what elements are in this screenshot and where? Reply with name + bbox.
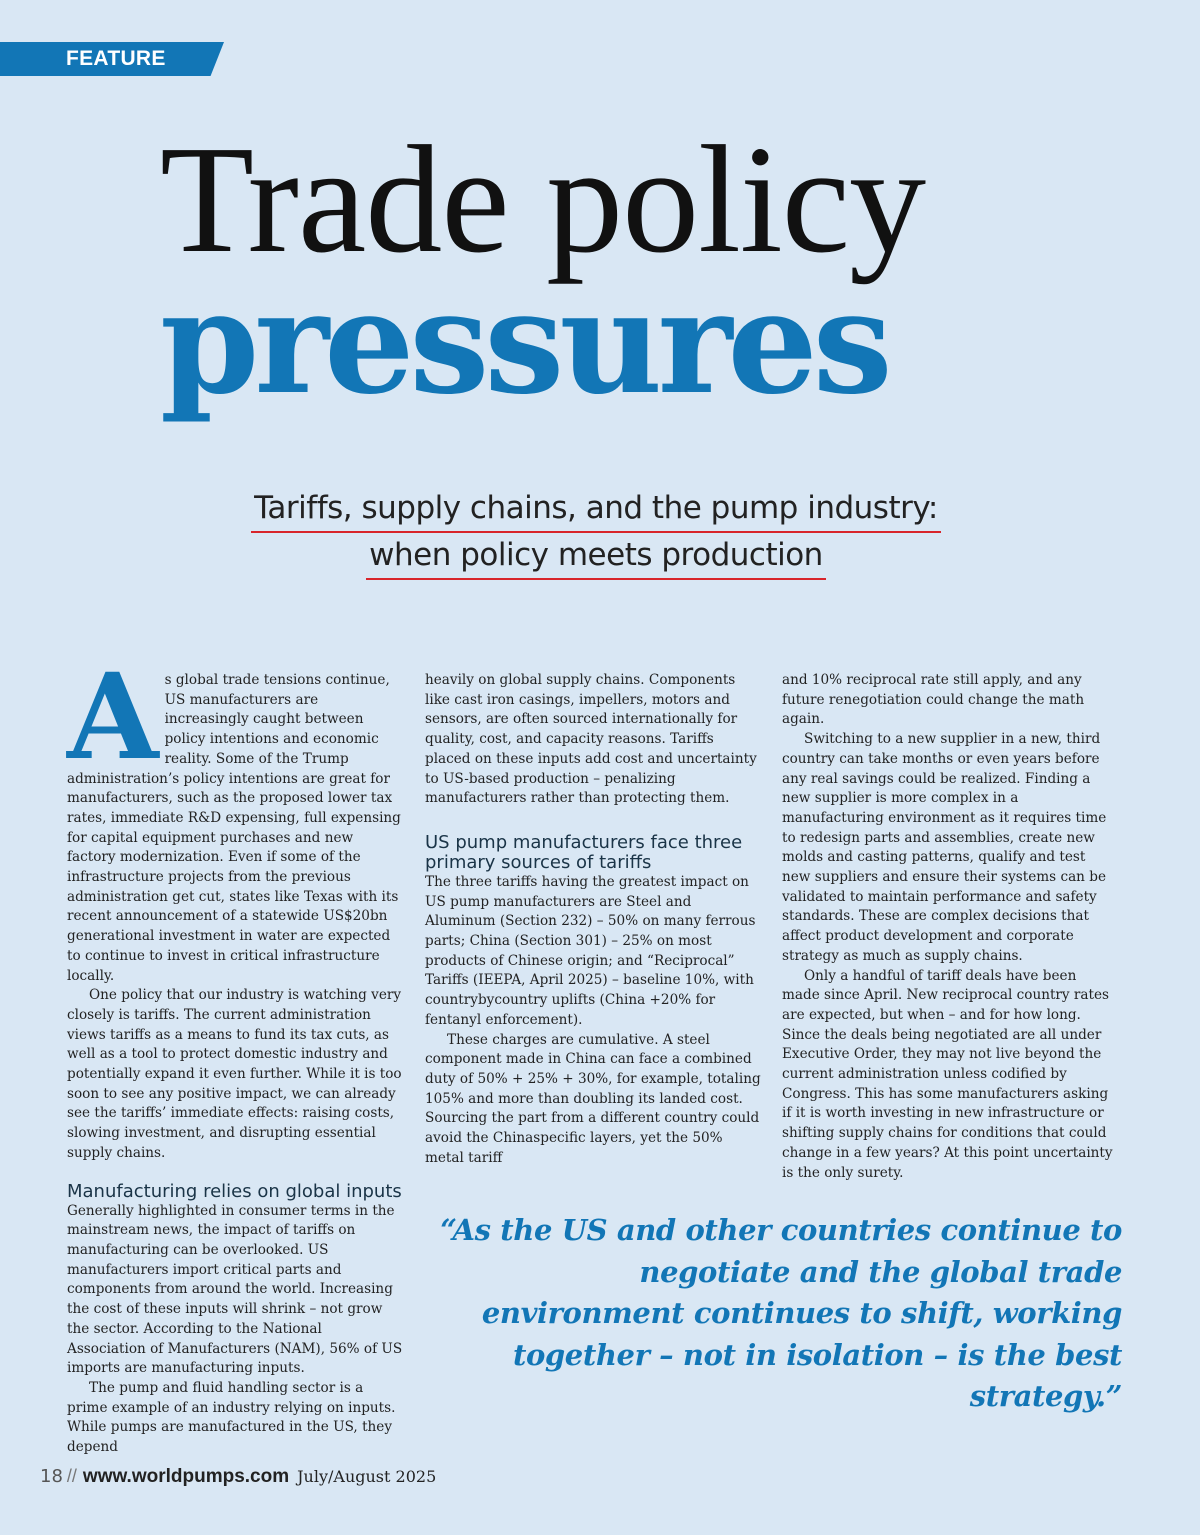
pull-quote: “As the US and other countries continue to negotiate and the global trade environment continues to shift, working together – not in isolation – is the best strategy.” <box>440 1213 1122 1413</box>
article-intro-paragraph <box>67 647 403 986</box>
article-column-2 <box>425 671 761 1168</box>
section-label: FEATURE <box>66 47 166 70</box>
intro-text: s global trade tensions continue, US manufacturers are increasingly caught between policy intentions and economic reality. Some of the Trump administration’s policy intentions are great for manufacturers, such as the proposed lower tax rates, immediate R&D expensing, full expensing for capital equipment purchases and new factory modernization. Even if some of the infrastructure projects from the previous administration get cut, states like Texas with its recent announcement of a statewide US$20bn generational investment in water are expected to continue to invest in critical infrastructure locally. <box>67 672 401 984</box>
article-paragraph: The three tariffs having the greatest impact on US pump manufacturers are Steel and Aluminum (Section 232) – 50% on many ferrous parts; China (Section 301) – 25% on most products of Chinese origin; and “Reciprocal” Tariffs (IEEPA, April 2025) – baseline 10%, with countrybycountry uplifts (China +20% for fentanyl enforcement). <box>425 873 756 1028</box>
article-column-1 <box>67 647 403 1458</box>
website-link[interactable]: www.worldpumps.com <box>82 1466 290 1487</box>
article-paragraph: Generally highlighted in consumer terms in the mainstream news, the impact of tariffs on manufacturing can be overlooked. US manufacturers import critical parts and components from around the world. Increasing the cost of these inputs will shrink – not grow the sector. According to the National Association of Manufacturers (NAM), 56% of US imports are manufacturing inputs. <box>67 1202 403 1377</box>
article-paragraph: The pump and fluid handling sector is a prime example of an industry relying on inputs. While pumps are manufactured in the US, they depend <box>67 1379 396 1456</box>
article-paragraph: Only a handful of tariff deals have been made since April. New reciprocal country rates are expected, but when – and for how long. Since the deals being negotiated are all under Executive Order, they may not live beyond the current administration unless codified by Congress. This has some manufacturers asking if it is worth investing in new infrastructure or shifting supply chains for conditions that could change in a few years? At this point uncertainty is the only surety. <box>782 967 1113 1181</box>
issue-date: July/August 2025 <box>297 1467 437 1486</box>
footer-separator: // <box>66 1466 77 1486</box>
subheading: US pump manufacturers face three primary sources of tariffs <box>425 831 743 873</box>
article-paragraph: One policy that our industry is watching very closely is tariffs. The current administration views tariffs as a means to fund its tax cuts, as well as a tool to protect domestic industry and potentially expand it even further. While it is too soon to see any positive impact, we can already see the tariffs’ immediate effects: raising costs, slowing investment, and disrupting essential supply chains. <box>67 987 402 1161</box>
article-paragraph: heavily on global supply chains. Components like cast iron casings, impellers, motors and sensors, are often sourced internationally for quality, cost, and capacity reasons. Tariffs placed on these inputs add cost and uncertainty to US-based production – penalizing manufacturers rather than protecting them. <box>425 672 757 807</box>
article-paragraph: These charges are cumulative. A steel component made in China can face a combined duty of 50% + 25% + 30%, for example, totaling 105% and more than doubling its landed cost. Sourcing the part from a different country could avoid the Chinaspecific layers, yet the 50% metal tariff <box>425 1031 761 1166</box>
headline-line-1: Trade policy <box>160 115 926 285</box>
standfirst-line-1: Tariffs, supply chains, and the pump industry: <box>251 486 941 533</box>
page-footer <box>40 1466 436 1488</box>
standfirst <box>120 486 1072 580</box>
article-paragraph: and 10% reciprocal rate still apply, and any future renegotiation could change the math again. <box>782 672 1085 728</box>
standfirst-line-2: when policy meets production <box>366 533 826 580</box>
drop-cap: A <box>67 647 159 786</box>
article-column-3 <box>782 671 1118 1183</box>
page-number: 18 <box>40 1466 63 1487</box>
article-paragraph: Switching to a new supplier in a new, third country can take months or even years before any real savings could be realized. Finding a new supplier is more complex in a manufacturing environment as it requires time to redesign parts and assemblies, create new molds and casting patterns, qualify and test new suppliers and ensure their systems can be validated to maintain performance and safety standards. These are complex decisions that affect product development and corporate strategy as much as supply chains. <box>782 731 1107 964</box>
subheading: Manufacturing relies on global inputs <box>67 1180 402 1202</box>
headline-line-2: pressures <box>160 260 888 426</box>
